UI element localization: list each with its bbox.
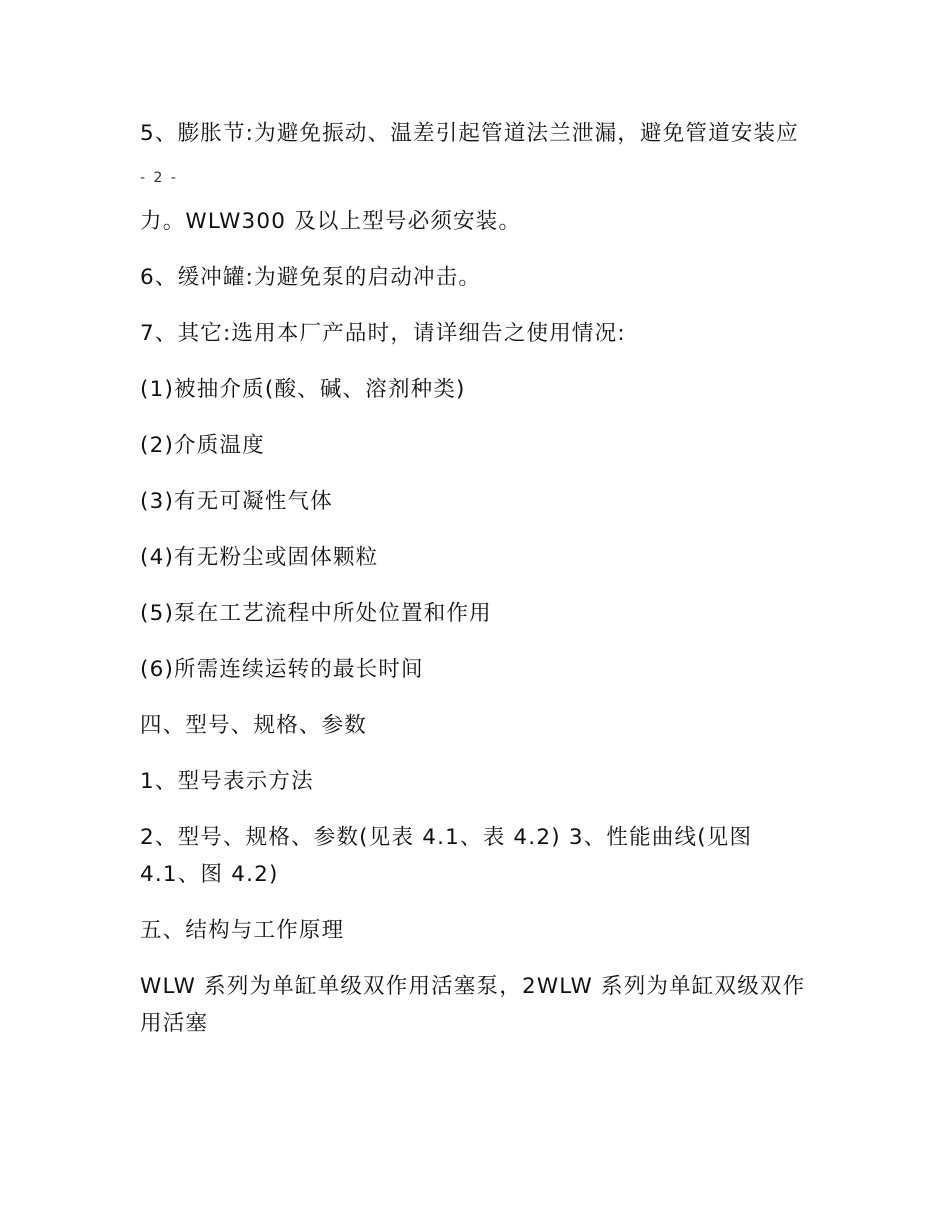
- list-item-medium: (1)被抽介质(酸、碱、溶剂种类): [140, 377, 466, 402]
- section-heading-structure: 五、结构与工作原理: [140, 918, 345, 943]
- list-item-position: (5)泵在工艺流程中所处位置和作用: [140, 601, 492, 626]
- paragraph-expansion-joint-cont: 力。WLW300 及以上型号必须安装。: [140, 209, 522, 234]
- paragraph-other: 7、其它:选用本厂产品时，请详细告之使用情况:: [140, 321, 626, 346]
- document-body: [140, 115, 810, 1042]
- paragraph-model-params: 2、型号、规格、参数(见表 4.1、表 4.2) 3、性能曲线(见图 4.1、图 4.2): [140, 825, 753, 887]
- paragraph-structure: WLW 系列为单缸单级双作用活塞泵，2WLW 系列为单缸双级双作用活塞: [140, 974, 806, 1036]
- list-item-dust: (4)有无粉尘或固体颗粒: [140, 545, 379, 570]
- paragraph-model-notation: 1、型号表示方法: [140, 769, 314, 794]
- paragraph-expansion-joint: 5、膨胀节:为避免振动、温差引起管道法兰泄漏，避免管道安装应: [140, 121, 799, 146]
- section-heading-model: 四、型号、规格、参数: [140, 713, 368, 738]
- paragraph-buffer-tank: 6、缓冲罐:为避免泵的启动冲击。: [140, 265, 482, 290]
- list-item-condensable-gas: (3)有无可凝性气体: [140, 489, 333, 514]
- page-number: - 2 -: [140, 170, 178, 186]
- list-item-temperature: (2)介质温度: [140, 433, 265, 458]
- list-item-runtime: (6)所需连续运转的最长时间: [140, 657, 424, 682]
